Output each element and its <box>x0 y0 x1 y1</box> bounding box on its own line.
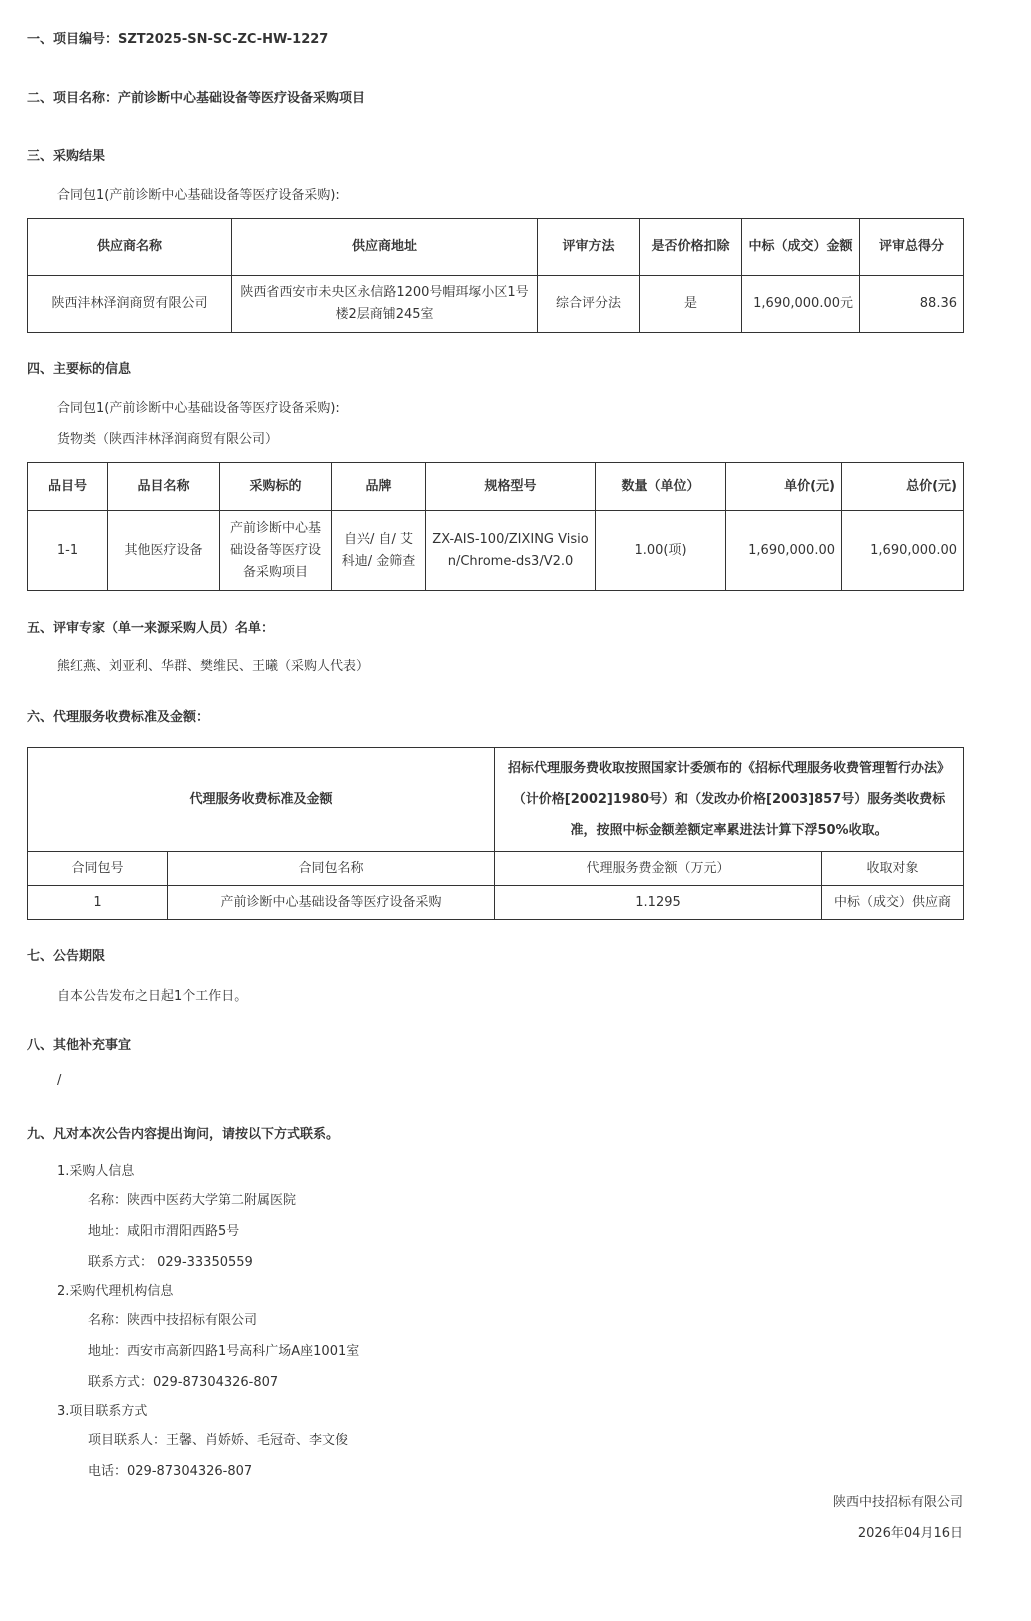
table-header-row <box>28 852 964 886</box>
purchaser-address: 地址：咸阳市渭阳西路5号 <box>88 1224 240 1239</box>
agency-phone: 联系方式：029-87304326-807 <box>88 1375 279 1390</box>
supplier-name: 陕西沣林泽润商贸有限公司 <box>28 276 232 333</box>
s3-package-label: 合同包1(产前诊断中心基础设备等医疗设备采购): <box>57 188 340 203</box>
section-7-title: 七、公告期限 <box>27 949 106 964</box>
col-review-method: 评审方法 <box>538 219 640 276</box>
procurement-result-table <box>27 218 964 333</box>
table-row <box>28 511 964 591</box>
contact-people: 项目联系人：王馨、肖娇娇、毛冠奇、李文俊 <box>88 1433 349 1448</box>
s4-package-label: 合同包1(产前诊断中心基础设备等医疗设备采购): <box>57 401 340 416</box>
fee-standard-label: 代理服务收费标准及金额 <box>28 748 495 852</box>
notice-period: 自本公告发布之日起1个工作日。 <box>57 989 248 1004</box>
expert-names: 熊红燕、刘亚利、华群、樊维民、王曦（采购人代表） <box>57 659 370 674</box>
table-header-row <box>28 219 964 276</box>
contact-heading: 3.项目联系方式 <box>57 1404 148 1419</box>
section-5-title: 五、评审专家（单一来源采购人员）名单： <box>27 621 275 636</box>
unit-price: 1,690,000.00 <box>726 511 842 591</box>
item-name: 其他医疗设备 <box>108 511 220 591</box>
col-item-name: 品目名称 <box>108 463 220 511</box>
quantity: 1.00(项) <box>596 511 726 591</box>
review-method: 综合评分法 <box>538 276 640 333</box>
col-item-no: 品目号 <box>28 463 108 511</box>
col-purchase-target: 采购标的 <box>220 463 332 511</box>
price-deduction: 是 <box>640 276 742 333</box>
col-fee-payer: 收取对象 <box>822 852 964 886</box>
col-supplier-address: 供应商地址 <box>232 219 538 276</box>
col-total-price: 总价(元) <box>842 463 964 511</box>
brand: 自兴/ 自/ 艾科迪/ 金筛查 <box>332 511 426 591</box>
table-row <box>28 276 964 333</box>
agency-heading: 2.采购代理机构信息 <box>57 1284 174 1299</box>
agency-fee-table <box>27 747 964 920</box>
main-items-table <box>27 462 964 591</box>
agency-name: 名称：陕西中技招标有限公司 <box>88 1313 258 1328</box>
section-8-title: 八、其他补充事宜 <box>27 1038 132 1053</box>
package-no: 1 <box>28 886 168 920</box>
section-9-title: 九、凡对本次公告内容提出询问，请按以下方式联系。 <box>27 1127 340 1142</box>
footer-organization: 陕西中技招标有限公司 <box>832 1495 963 1510</box>
col-total-score: 评审总得分 <box>860 219 964 276</box>
total-score: 88.36 <box>860 276 964 333</box>
col-fee-amount: 代理服务费金额（万元） <box>495 852 822 886</box>
item-no: 1-1 <box>28 511 108 591</box>
col-price-deduction: 是否价格扣除 <box>640 219 742 276</box>
purchase-target: 产前诊断中心基础设备等医疗设备采购项目 <box>220 511 332 591</box>
fee-amount: 1.1295 <box>495 886 822 920</box>
purchaser-heading: 1.采购人信息 <box>57 1164 135 1179</box>
purchaser-name: 名称：陕西中医药大学第二附属医院 <box>88 1193 297 1208</box>
col-supplier-name: 供应商名称 <box>28 219 232 276</box>
fee-standard-row <box>28 748 964 852</box>
col-package-no: 合同包号 <box>28 852 168 886</box>
purchaser-phone: 联系方式： 029-33350559 <box>88 1255 253 1270</box>
project-number: 一、项目编号：SZT2025-SN-SC-ZC-HW-1227 <box>27 32 329 47</box>
col-unit-price: 单价(元) <box>726 463 842 511</box>
section-3-title: 三、采购结果 <box>27 149 106 164</box>
col-award-amount: 中标（成交）金额 <box>742 219 860 276</box>
col-brand: 品牌 <box>332 463 426 511</box>
table-header-row <box>28 463 964 511</box>
supplier-address: 陕西省西安市未央区永信路1200号帽珥塚小区1号楼2层商铺245室 <box>232 276 538 333</box>
col-package-name: 合同包名称 <box>168 852 495 886</box>
footer-date: 2026年04月16日 <box>857 1526 963 1541</box>
section-6-title: 六、代理服务收费标准及金额： <box>27 710 210 725</box>
col-quantity: 数量（单位） <box>596 463 726 511</box>
contact-phone: 电话：029-87304326-807 <box>88 1464 253 1479</box>
table-row <box>28 886 964 920</box>
other-matters: / <box>57 1073 62 1088</box>
s4-goods-category: 货物类（陕西沣林泽润商贸有限公司） <box>57 432 279 447</box>
project-name: 二、项目名称：产前诊断中心基础设备等医疗设备采购项目 <box>27 91 366 106</box>
total-price: 1,690,000.00 <box>842 511 964 591</box>
col-model: 规格型号 <box>426 463 596 511</box>
fee-payer: 中标（成交）供应商 <box>822 886 964 920</box>
section-4-title: 四、主要标的信息 <box>27 362 132 377</box>
package-name: 产前诊断中心基础设备等医疗设备采购 <box>168 886 495 920</box>
award-amount: 1,690,000.00元 <box>742 276 860 333</box>
agency-address: 地址：西安市高新四路1号高科广场A座1001室 <box>88 1344 360 1359</box>
fee-standard-text: 招标代理服务费收取按照国家计委颁布的《招标代理服务收费管理暂行办法》（计价格[2002]1980号）和（发改办价格[2003]857号）服务类收费标准，按照中标金额差额定率累进法计算下浮50%收取。 <box>495 748 964 852</box>
model: ZX-AIS-100/ZIXING Vision/Chrome-ds3/V2.0 <box>426 511 596 591</box>
